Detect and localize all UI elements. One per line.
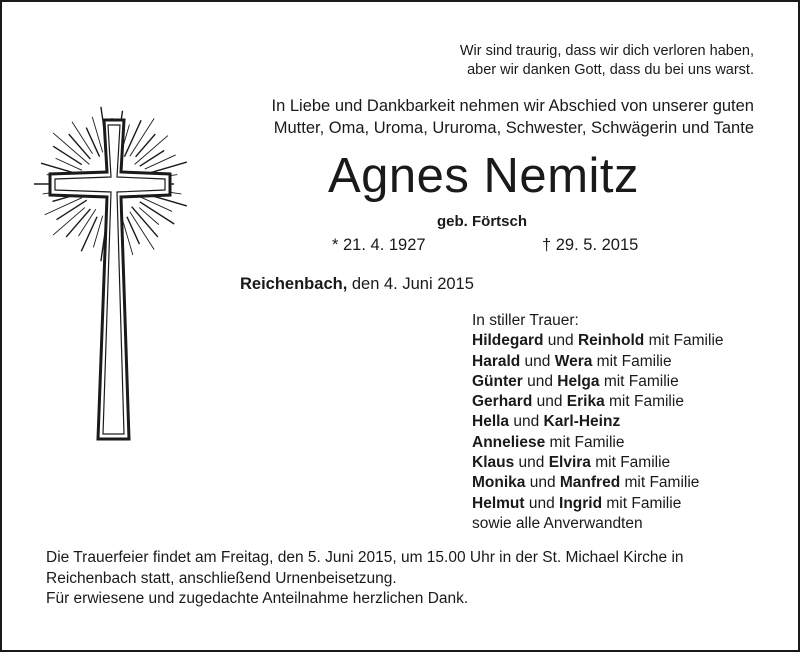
mourner-partner-name: Reinhold [577, 332, 645, 350]
mourner-partner-name: Ingrid [559, 494, 603, 512]
mourner-name: Klaus [472, 454, 515, 472]
mourner-line [472, 433, 724, 453]
mourner-suffix: mit Familie [644, 332, 724, 350]
cross-ray [86, 128, 99, 157]
mourner-line [472, 494, 724, 514]
mourner-lines [472, 331, 724, 514]
motto [460, 42, 754, 80]
intro-line: In Liebe und Dankbarkeit nehmen wir Abschied von unserer guten [271, 97, 754, 115]
intro-text [272, 95, 754, 139]
mourner-conjunction: und [525, 474, 560, 492]
mourner-name: Anneliese [472, 433, 546, 451]
cross-ray [135, 136, 168, 165]
funeral-info-line: Reichenbach statt, anschließend Urnenbeisetzung. [46, 569, 397, 587]
mourner-line [472, 392, 724, 412]
place-date-line [240, 275, 474, 294]
mourner-conjunction: und [522, 372, 558, 390]
mourner-partner-name: Erika [566, 393, 605, 411]
mourner-suffix: mit Familie [545, 433, 625, 451]
mourner-suffix: mit Familie [592, 352, 672, 370]
mourner-suffix: mit Familie [602, 494, 682, 512]
mourner-conjunction: und [524, 494, 560, 512]
mourner-line [472, 412, 724, 432]
mourner-line [472, 453, 724, 473]
mourner-conjunction: und [543, 332, 578, 350]
mourner-name: Hildegard [472, 332, 544, 350]
mourner-partner-name: Helga [557, 372, 600, 390]
mourner-line [472, 352, 724, 372]
mourner-partner-name: Wera [554, 352, 593, 370]
mourner-line [472, 331, 724, 351]
radiant-cross-icon [20, 94, 204, 474]
mourner-suffix: mit Familie [604, 393, 684, 411]
cross-ray [81, 217, 97, 252]
birth-date: * 21. 4. 1927 [332, 236, 426, 254]
motto-line: Wir sind traurig, dass wir dich verloren haben, [459, 43, 754, 59]
mourner-name: Harald [472, 352, 521, 370]
cross-graphic [20, 94, 204, 474]
cross-ray [139, 208, 159, 225]
mourner-name: Monika [472, 474, 526, 492]
place-name: Reichenbach, [240, 275, 348, 293]
cross-ray [136, 134, 156, 157]
death-date: † 29. 5. 2015 [542, 236, 639, 254]
mourner-name: Gerhard [472, 393, 533, 411]
mourners-list [472, 311, 724, 534]
funeral-info [46, 548, 684, 610]
mourner-name: Günter [472, 372, 523, 390]
mourner-line [472, 473, 724, 493]
mourner-suffix: mit Familie [620, 474, 700, 492]
mourner-partner-name: Karl-Heinz [543, 413, 621, 431]
mourners-heading: In stiller Trauer: [472, 312, 579, 329]
mourner-line [472, 372, 724, 392]
mourner-name: Helmut [472, 494, 525, 512]
cross-ray [140, 150, 164, 166]
mourner-conjunction: und [520, 352, 555, 370]
funeral-info-line: Die Trauerfeier findet am Freitag, den 5. Juni 2015, um 15.00 Uhr in der St. Michael Kirche in [46, 549, 684, 566]
mourner-conjunction: und [509, 413, 544, 431]
intro-line: Mutter, Oma, Uroma, Ururoma, Schwester, Schwägerin und Tante [273, 119, 754, 137]
mourner-partner-name: Elvira [548, 454, 591, 472]
deceased-name: Agnes Nemitz [328, 149, 640, 203]
cross-ray [53, 146, 82, 164]
mourner-suffix: mit Familie [599, 372, 679, 390]
mourner-conjunction: und [514, 454, 549, 472]
mourners-closing: sowie alle Anverwandten [472, 514, 643, 532]
notice-date: den 4. Juni 2015 [347, 275, 474, 293]
maiden-name: geb. Förtsch [437, 213, 528, 230]
mourner-partner-name: Manfred [559, 474, 621, 492]
funeral-info-line: Für erwiesene und zugedachte Anteilnahme herzlichen Dank. [46, 590, 469, 607]
cross-ray [92, 117, 102, 153]
mourner-conjunction: und [532, 393, 567, 411]
mourner-name: Hella [472, 413, 510, 431]
motto-line: aber wir danken Gott, dass du bei uns warst. [467, 62, 754, 78]
mourner-suffix: mit Familie [590, 454, 671, 472]
